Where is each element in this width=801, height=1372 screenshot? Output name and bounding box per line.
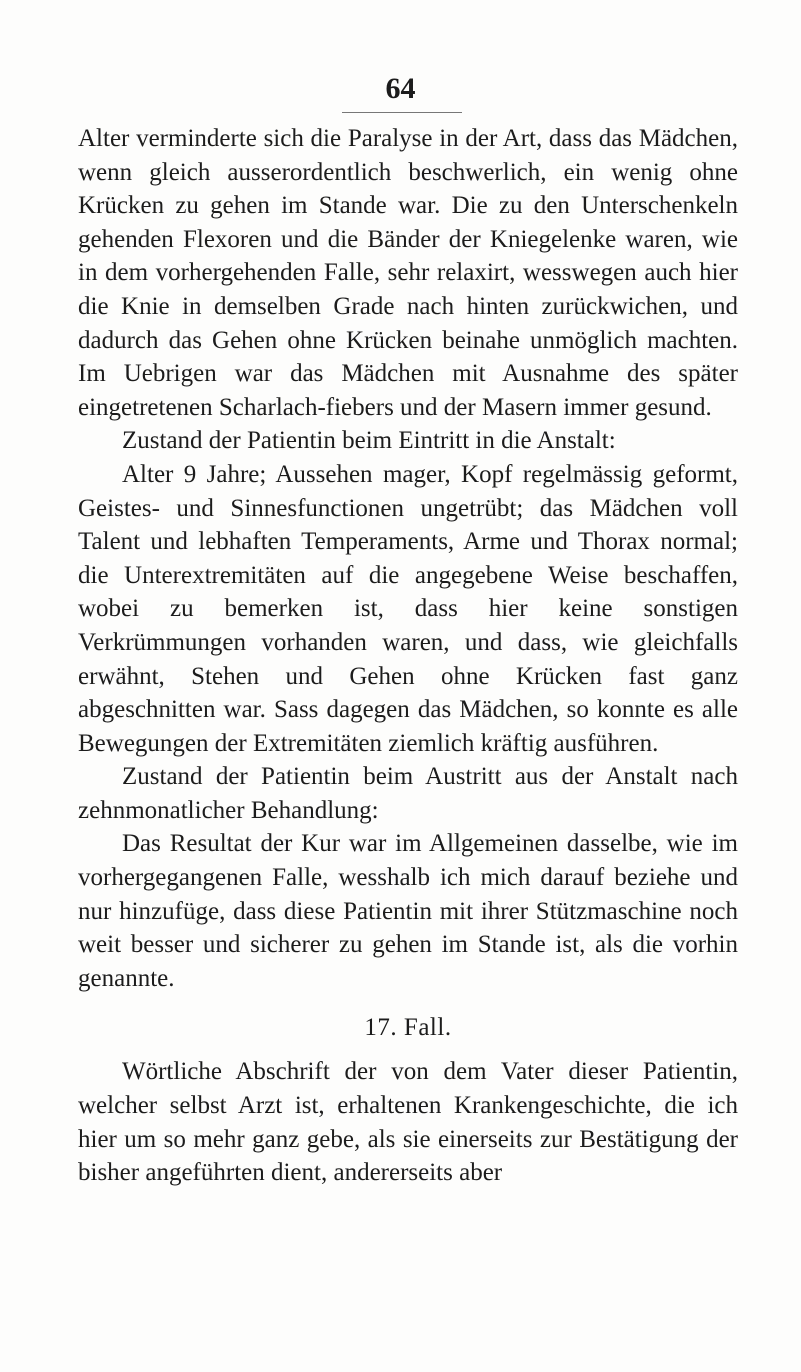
header-rule xyxy=(342,112,462,113)
paragraph-2: Zustand der Patientin beim Eintritt in die Anstalt: xyxy=(122,427,616,455)
paragraph-5: Das Resultat der Kur war im Allgemeinen dasselbe, wie im vorhergegangenen Falle, wesshalb ich mich darauf beziehe und nur hinzufüge, dass diese Patientin mit ihrer Stützmaschine noch weit besser und sicherer zu gehen im Stande ist, als die vorhin genannte. xyxy=(78,830,738,992)
paragraph-1: Alter verminderte sich die Paralyse in der Art, dass das Mädchen, wenn gleich ausserordentlich beschwerlich, ein wenig ohne Krücken zu gehen im Stande war. Die zu den Unterschenkeln gehenden Flexoren und die Bänder der Kniegelenke waren, wie in dem vorhergehenden Falle, sehr relaxirt, wesswegen auch hier die Knie in demselben Grade nach hinten zurückwichen, und dadurch das Gehen ohne Krücken beinahe unmöglich machten. Im Uebrigen war das Mädchen mit Ausnahme des später eingetretenen Scharlach-fiebers und der Masern immer gesund. xyxy=(78,125,738,421)
body-text xyxy=(78,122,738,1190)
page-number: 64 xyxy=(385,72,416,105)
paragraph-4: Zustand der Patientin beim Austritt aus der Anstalt nach zehnmonatlicher Behandlung: xyxy=(78,763,738,824)
paragraph-6: Wörtliche Abschrift der von dem Vater dieser Patientin, welcher selbst Arzt ist, erhaltenen Krankengeschichte, die ich hier um so mehr ganz gebe, als sie einerseits zur Bestätigung der bisher angeführten dient, andererseits aber xyxy=(78,1058,738,1187)
paragraph-3: Alter 9 Jahre; Aussehen mager, Kopf regelmässig geformt, Geistes- und Sinnesfunctionen ungetrübt; das Mädchen voll Talent und lebhaften Temperaments, Arme und Thorax normal; die Unterextremitäten auf die angegebene Weise beschaffen, wobei zu bemerken ist, dass hier keine sonstigen Verkrümmungen vorhanden waren, und dass, wie gleichfalls erwähnt, Stehen und Gehen ohne Krücken fast ganz abgeschnitten war. Sass dagegen das Mädchen, so konnte es alle Bewegungen der Extremitäten ziemlich kräftig ausführen. xyxy=(78,460,738,757)
case-heading: 17. Fall. xyxy=(364,1014,452,1042)
